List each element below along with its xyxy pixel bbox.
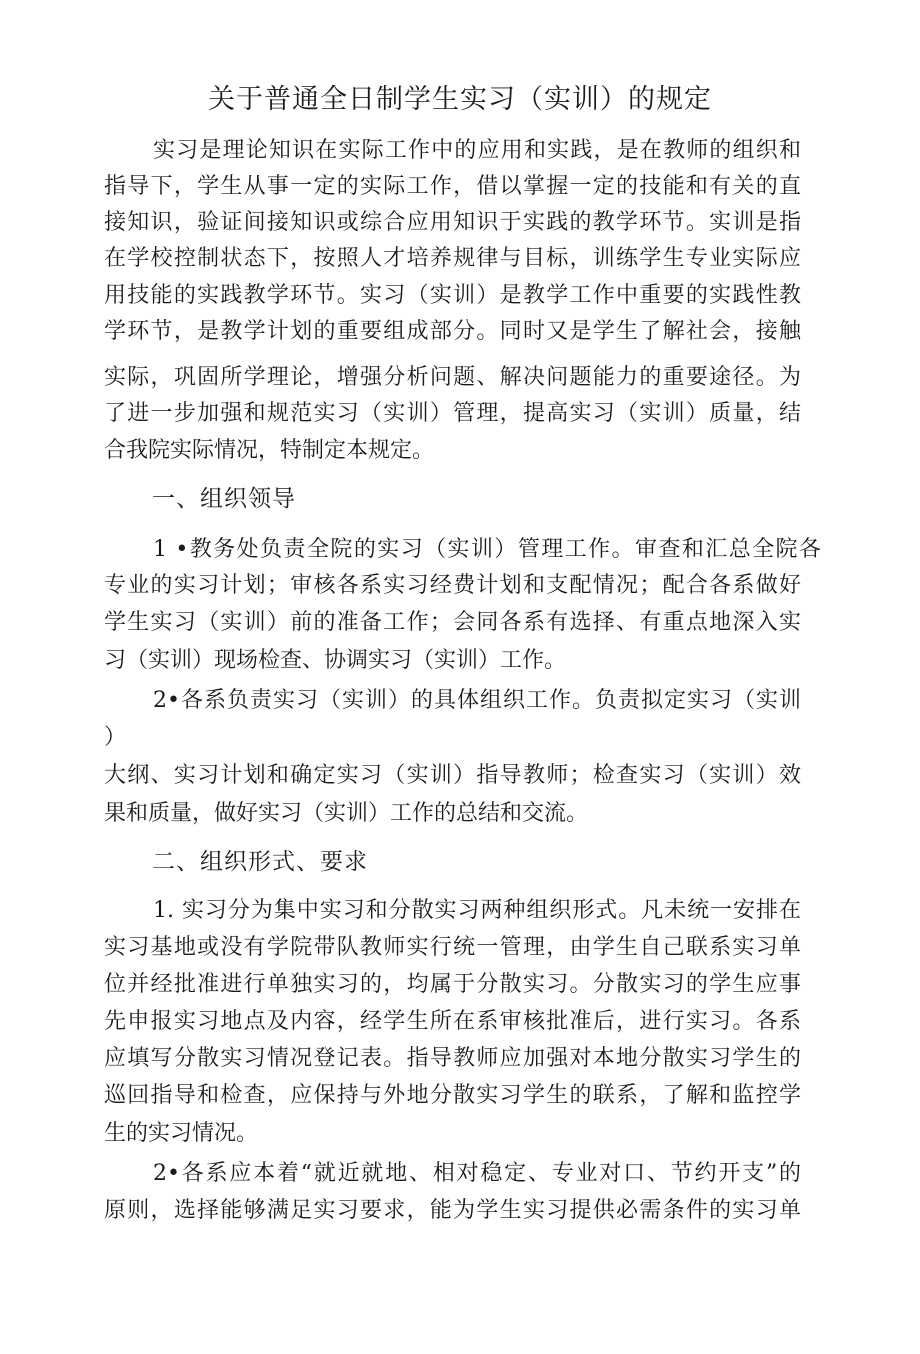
document-title: 关于普通全日制学生实习（实训）的规定 — [208, 84, 712, 115]
body-line: 先申报实习地点及内容，经学生所在系审核批准后，进行实习。各系 — [104, 1009, 801, 1034]
body-line: 2•各系应本着“就近就地、相对稳定、专业对口、节约开支”的 — [153, 1161, 801, 1186]
body-line: 专业的实习计划；审核各系实习经费计划和支配情况；配合各系做好 — [104, 573, 801, 598]
body-line: 位并经批准进行单独实习的，均属于分散实习。分散实习的学生应事 — [104, 972, 801, 997]
body-line: 大纲、实习计划和确定实习（实训）指导教师；检查实习（实训）效 — [104, 763, 801, 788]
body-line: 了进一步加强和规范实习（实训）管理，提高实习（实训）质量，结 — [104, 401, 801, 426]
body-line: 果和质量，做好实习（实训）工作的总结和交流。 — [104, 801, 589, 826]
body-line: 指导下，学生从事一定的实际工作，借以掌握一定的技能和有关的直 — [104, 174, 801, 199]
body-line: ） — [104, 725, 127, 750]
section-heading: 一、组织领导 — [152, 486, 296, 512]
body-line: 实习是理论知识在实际工作中的应用和实践，是在教师的组织和 — [153, 138, 801, 163]
body-line: 巡回指导和检查，应保持与外地分散实习学生的联系，了解和监控学 — [104, 1083, 801, 1108]
body-line: 1. 实习分为集中实习和分散实习两种组织形式。凡未统一安排在 — [153, 898, 801, 923]
body-line: 用技能的实践教学环节。实习（实训）是教学工作中重要的实践性教 — [104, 283, 801, 308]
body-line: 学环节，是教学计划的重要组成部分。同时又是学生了解社会，接触 — [104, 319, 801, 344]
body-line: 习（实训）现场检查、协调实习（实训）工作。 — [104, 648, 567, 673]
body-line: 学生实习（实训）前的准备工作；会同各系有选择、有重点地深入实 — [104, 610, 801, 635]
body-line: 2•各系负责实习（实训）的具体组织工作。负责拟定实习（实训 — [153, 688, 801, 713]
body-line: 实习基地或没有学院带队教师实行统一管理，由学生自己联系实习单 — [104, 935, 801, 960]
body-line: 原则，选择能够满足实习要求，能为学生实习提供必需条件的实习单 — [104, 1198, 801, 1223]
section-heading: 二、组织形式、要求 — [152, 849, 368, 875]
body-line: 应填写分散实习情况登记表。指导教师应加强对本地分散实习学生的 — [104, 1046, 801, 1071]
body-line: 生的实习情况。 — [104, 1121, 259, 1146]
body-line: 接知识，验证间接知识或综合应用知识于实践的教学环节。实训是指 — [104, 210, 801, 235]
body-line: 在学校控制状态下，按照人才培养规律与目标，训练学生专业实际应 — [104, 246, 801, 271]
body-line: 合我院实际情况，特制定本规定。 — [104, 438, 435, 463]
body-line: 实际，巩固所学理论，增强分析问题、解决问题能力的重要途径。为 — [104, 365, 801, 390]
body-line: 1 •教务处负责全院的实习（实训）管理工作。审查和汇总全院各 — [153, 537, 821, 562]
